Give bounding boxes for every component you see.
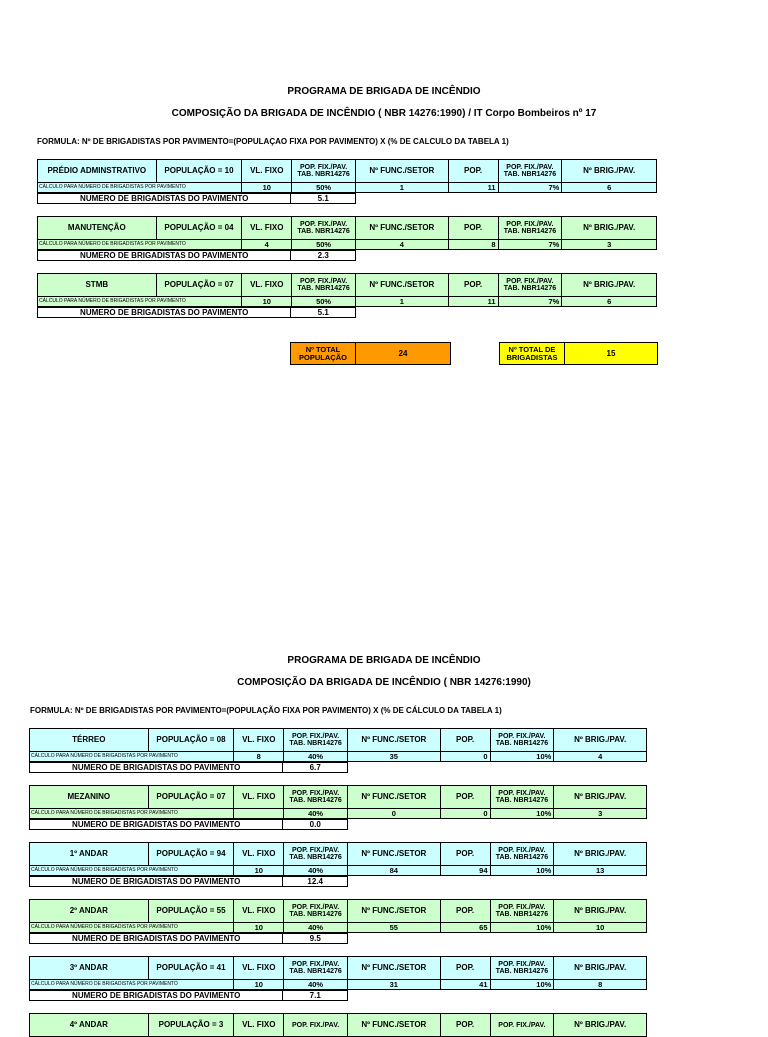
table-data-row [37,240,657,250]
header-cell-name: 1º ANDAR [30,843,149,865]
header-cell-func-label: Nº FUNC./SETOR [348,729,441,751]
table-header-row [29,1013,647,1037]
data-cell-func: 35 [348,752,441,761]
data-cell-brig: 8 [598,980,603,989]
total-brigadistas-value: 15 [606,349,616,358]
table-total-row [37,193,356,204]
header-cell-name: STMB [38,274,157,296]
total-row-value: 0.0 [309,820,321,829]
header-cell-brig-label: Nº BRIG./PAV. [583,166,636,175]
data-cell-pct: 50% [292,183,356,192]
header-cell-name: TÉRREO [30,729,149,751]
table-total-row [29,990,348,1001]
table-data-row [29,809,647,819]
total-brigadistas-label: Nº TOTAL DE BRIGADISTAS [500,343,565,364]
header-cell-brig-label: Nº BRIG./PAV. [574,849,627,858]
data-cell-func: 55 [348,923,441,932]
header-cell-pop-fix-label: POP. FIX./PAV. TAB. NBR14276 [284,729,348,751]
header-cell-vl-fixo-label: VL. FIXO [234,957,284,979]
header-cell-pop-label: POP. [441,729,491,751]
data-cell-pct2: 10% [491,980,555,989]
table-total-row [37,250,356,261]
total-brigadistas-box [499,342,658,365]
data-cell-note: CÁLCULO PARA NÚMERO DE BRIGADISTAS POR PAVIMENTO [30,923,234,932]
data-cell-pct2: 10% [491,923,555,932]
table-header-row [37,159,657,183]
data-cell-pct2: 7% [499,183,563,192]
header-cell-vl-fixo-label: VL. FIXO [234,843,284,865]
header-cell-population: POPULAÇÃO = 04 [157,217,243,239]
header-cell-pop-label: POP. [449,160,499,182]
total-row-value: 12.4 [307,877,323,886]
header-cell-brig-label: Nº BRIG./PAV. [574,963,627,972]
data-cell-pct: 40% [284,809,348,818]
header-cell-pop-fix-label: POP. FIX./PAV. TAB. NBR14276 [284,843,348,865]
data-cell-pop: 65 [441,923,491,932]
total-row-value: 7.1 [309,991,321,1000]
total-row-value: 2.3 [317,251,329,260]
data-cell-note: CÁLCULO PARA NÚMERO DE BRIGADISTAS POR PAVIMENTO [30,866,234,875]
data-cell-pct2: 10% [491,809,555,818]
data-cell-pop: 11 [449,183,499,192]
header-cell-pop-label: POP. [449,274,499,296]
header-cell-pop-label: POP. [441,843,491,865]
data-cell-vl-fixo: 10 [242,297,292,306]
data-cell-vl-fixo: 10 [234,866,284,875]
header-cell-func-label: Nº FUNC./SETOR [356,274,449,296]
data-cell-brig: 6 [607,297,612,306]
header-cell-pop-fix-label: POP. FIX./PAV. TAB. NBR14276 [284,786,348,808]
table-header-row [37,273,657,297]
header-cell-population: POPULAÇÃO = 07 [149,786,235,808]
data-cell-note: CÁLCULO PARA NÚMERO DE BRIGADISTAS POR PAVIMENTO [38,240,242,249]
data-cell-pop: 0 [441,752,491,761]
total-population-value: 24 [398,349,408,358]
table-header-row [29,728,647,752]
data-cell-brig: 3 [598,809,603,818]
header-cell-func-label: Nº FUNC./SETOR [348,786,441,808]
data-cell-pop: 11 [449,297,499,306]
header-cell-name: 2º ANDAR [30,900,149,922]
header-cell-population: POPULAÇÃO = 07 [157,274,243,296]
data-cell-func: 0 [348,809,441,818]
table-header-row [29,899,647,923]
data-cell-pct2: 7% [499,240,563,249]
data-cell-vl-fixo: 10 [234,980,284,989]
header-cell-pop-fix2-label: POP. FIX./PAV. [491,1014,555,1036]
header-cell-pop-fix2-label: POP. FIX./PAV. TAB. NBR14276 [491,843,555,865]
header-cell-pop-fix2-label: POP. FIX./PAV. TAB. NBR14276 [491,900,555,922]
data-cell-note: CÁLCULO PARA NÚMERO DE BRIGADISTAS POR PAVIMENTO [38,183,242,192]
table-data-row [29,866,647,876]
header-cell-name: 4º ANDAR [30,1014,149,1036]
data-cell-brig: 4 [598,752,603,761]
section1-title: PROGRAMA DE BRIGADA DE INCÊNDIO [287,86,481,97]
header-cell-func-label: Nº FUNC./SETOR [348,900,441,922]
data-cell-pop: 8 [449,240,499,249]
header-cell-vl-fixo-label: VL. FIXO [242,160,292,182]
data-cell-note: CÁLCULO PARA NÚMERO DE BRIGADISTAS POR PAVIMENTO [38,297,242,306]
header-cell-pop-fix2-label: POP. FIX./PAV. TAB. NBR14276 [499,274,563,296]
total-row-value: 9.5 [309,934,321,943]
header-cell-name: 3º ANDAR [30,957,149,979]
table-data-row [29,980,647,990]
total-row-label: NUMERO DE BRIGADISTAS DO PAVIMENTO [30,934,283,943]
data-cell-vl-fixo: 8 [234,752,284,761]
header-cell-brig-label: Nº BRIG./PAV. [583,280,636,289]
data-cell-pct: 50% [292,297,356,306]
data-cell-pct: 40% [284,866,348,875]
header-cell-population: POPULAÇÃO = 3 [149,1014,235,1036]
header-cell-population: POPULAÇÃO = 08 [149,729,235,751]
table-data-row [29,752,647,762]
header-cell-pop-label: POP. [441,786,491,808]
total-row-label: NUMERO DE BRIGADISTAS DO PAVIMENTO [30,763,283,772]
header-cell-population: POPULAÇÃO = 94 [149,843,235,865]
section2-title: PROGRAMA DE BRIGADA DE INCÊNDIO [287,655,481,666]
header-cell-pop-label: POP. [441,1014,491,1036]
data-cell-vl-fixo: 10 [234,923,284,932]
total-row-label: NUMERO DE BRIGADISTAS DO PAVIMENTO [30,991,283,1000]
table-total-row [29,762,348,773]
header-cell-brig-label: Nº BRIG./PAV. [574,735,627,744]
table-header-row [29,785,647,809]
header-cell-pop-label: POP. [441,900,491,922]
header-cell-pop-fix-label: POP. FIX./PAV. TAB. NBR14276 [292,274,356,296]
header-cell-pop-fix2-label: POP. FIX./PAV. TAB. NBR14276 [491,729,555,751]
header-cell-name: MEZANINO [30,786,149,808]
data-cell-pct: 40% [284,752,348,761]
header-cell-brig-label: Nº BRIG./PAV. [574,1020,627,1029]
header-cell-func-label: Nº FUNC./SETOR [356,160,449,182]
table-data-row [37,183,657,193]
total-row-label: NUMERO DE BRIGADISTAS DO PAVIMENTO [30,877,283,886]
table-total-row [29,819,348,830]
data-cell-pct2: 7% [499,297,563,306]
data-cell-pct2: 10% [491,752,555,761]
total-row-label: NUMERO DE BRIGADISTAS DO PAVIMENTO [38,308,291,317]
table-header-row [29,842,647,866]
header-cell-pop-label: POP. [441,957,491,979]
data-cell-func: 4 [356,240,449,249]
table-header-row [29,956,647,980]
data-cell-brig: 3 [607,240,612,249]
data-cell-brig: 6 [607,183,612,192]
data-cell-pct2: 10% [491,866,555,875]
data-cell-pop: 0 [441,809,491,818]
header-cell-brig-label: Nº BRIG./PAV. [583,223,636,232]
header-cell-vl-fixo-label: VL. FIXO [234,1014,284,1036]
total-row-label: NUMERO DE BRIGADISTAS DO PAVIMENTO [30,820,283,829]
table-total-row [29,876,348,887]
data-cell-pct: 40% [284,923,348,932]
data-cell-func: 31 [348,980,441,989]
header-cell-vl-fixo-label: VL. FIXO [234,786,284,808]
total-population-label: Nº TOTAL POPULAÇÃO [291,343,356,364]
header-cell-pop-fix-label: POP. FIX./PAV. TAB. NBR14276 [292,217,356,239]
header-cell-func-label: Nº FUNC./SETOR [356,217,449,239]
header-cell-vl-fixo-label: VL. FIXO [234,729,284,751]
header-cell-func-label: Nº FUNC./SETOR [348,843,441,865]
data-cell-pop: 41 [441,980,491,989]
total-population-box [290,342,451,365]
total-row-value: 6.7 [309,763,321,772]
section2-subtitle: COMPOSIÇÃO DA BRIGADA DE INCÊNDIO ( NBR 14276:1990) [237,677,531,688]
table-header-row [37,216,657,240]
header-cell-func-label: Nº FUNC./SETOR [348,957,441,979]
total-row-label: NUMERO DE BRIGADISTAS DO PAVIMENTO [38,251,291,260]
header-cell-pop-fix-label: POP. FIX./PAV. [284,1014,348,1036]
data-cell-pop: 94 [441,866,491,875]
header-cell-vl-fixo-label: VL. FIXO [242,274,292,296]
header-cell-func-label: Nº FUNC./SETOR [348,1014,441,1036]
data-cell-note: CÁLCULO PARA NÚMERO DE BRIGADISTAS POR PAVIMENTO [30,980,234,989]
header-cell-brig-label: Nº BRIG./PAV. [574,906,627,915]
table-total-row [29,933,348,944]
header-cell-pop-fix2-label: POP. FIX./PAV. TAB. NBR14276 [499,217,563,239]
header-cell-population: POPULAÇÃO = 41 [149,957,235,979]
data-cell-note: CÁLCULO PARA NÚMERO DE BRIGADISTAS POR PAVIMENTO [30,809,234,818]
data-cell-func: 1 [356,297,449,306]
total-row-label: NUMERO DE BRIGADISTAS DO PAVIMENTO [38,194,291,203]
header-cell-vl-fixo-label: VL. FIXO [242,217,292,239]
header-cell-vl-fixo-label: VL. FIXO [234,900,284,922]
header-cell-population: POPULAÇÃO = 10 [157,160,243,182]
header-cell-pop-label: POP. [449,217,499,239]
data-cell-brig: 13 [595,866,605,875]
data-cell-vl-fixo [234,809,284,818]
table-total-row [37,307,356,318]
data-cell-note: CÁLCULO PARA NÚMERO DE BRIGADISTAS POR PAVIMENTO [30,752,234,761]
data-cell-vl-fixo: 4 [242,240,292,249]
table-data-row [37,297,657,307]
data-cell-pct: 40% [284,980,348,989]
header-cell-pop-fix2-label: POP. FIX./PAV. TAB. NBR14276 [499,160,563,182]
header-cell-pop-fix-label: POP. FIX./PAV. TAB. NBR14276 [284,900,348,922]
header-cell-pop-fix-label: POP. FIX./PAV. TAB. NBR14276 [284,957,348,979]
header-cell-name: MANUTENÇÃO [38,217,157,239]
section1-subtitle: COMPOSIÇÃO DA BRIGADA DE INCÊNDIO ( NBR 14276:1990) / IT Corpo Bombeiros nº 17 [171,108,597,119]
table-data-row [29,923,647,933]
data-cell-vl-fixo: 10 [242,183,292,192]
total-row-value: 5.1 [317,194,329,203]
header-cell-population: POPULAÇÃO = 55 [149,900,235,922]
data-cell-func: 1 [356,183,449,192]
data-cell-pct: 50% [292,240,356,249]
header-cell-pop-fix2-label: POP. FIX./PAV. TAB. NBR14276 [491,786,555,808]
section1-formula: FORMULA: Nº DE BRIGADISTAS POR PAVIMENTO=(POPULAÇAO FIXA POR PAVIMENTO) X (% DE CALCULO DA TABELA 1) [37,137,509,146]
section2-formula: FORMULA: Nº DE BRIGADISTAS POR PAVIMENTO=(POPULAÇÃO FIXA POR PAVIMENTO) X (% DE CÁLCULO DA TABELA 1) [30,706,502,715]
header-cell-name: PRÉDIO ADMINSTRATIVO [38,160,157,182]
header-cell-brig-label: Nº BRIG./PAV. [574,792,627,801]
total-row-value: 5.1 [317,308,329,317]
data-cell-brig: 10 [595,923,605,932]
header-cell-pop-fix-label: POP. FIX./PAV. TAB. NBR14276 [292,160,356,182]
data-cell-func: 84 [348,866,441,875]
header-cell-pop-fix2-label: POP. FIX./PAV. TAB. NBR14276 [491,957,555,979]
